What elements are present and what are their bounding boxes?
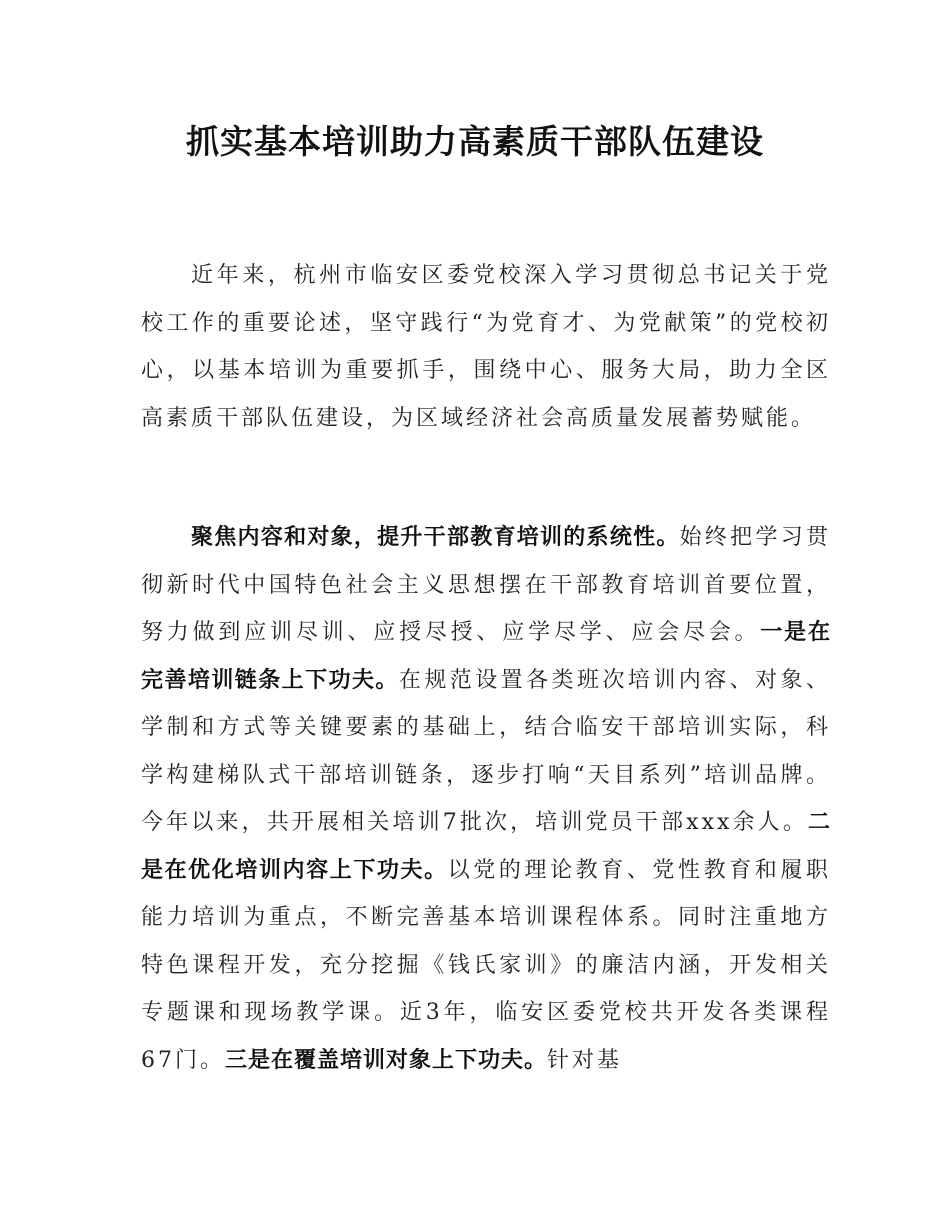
point-text-2: 以党的理论教育、党性教育和履职能力培训为重点，不断完善基本培训课程体系。同时注重地方特色课程开发，充分挖掘《钱氏家训》的廉洁内涵，开发相关专题课和现场教学课。近3年，临安区委党校共开发各类课程67门。 [141, 857, 831, 1073]
point-text-1: 在规范设置各类班次培训内容、对象、学制和方式等关键要素的基础上，结合临安干部培训实际，科学构建梯队式干部培训链条，逐步打响“天目系列”培训品牌。今年以来，共开展相关培训7批次，培训党员干部xxx余人。 [141, 667, 831, 835]
point-heading-2: 二是在优化培训内容上下功夫。 [141, 810, 831, 883]
point-heading-3: 三是在覆盖培训对象上下功夫。 [225, 1047, 548, 1073]
point-heading-1: 一是在完善培训链条上下功夫。 [141, 620, 831, 693]
section-text: 始终把学习贯彻新时代中国特色社会主义思想摆在干部教育培训首要位置，努力做到应训尽训、应授尽授、应学尽学、应会尽会。 [141, 525, 831, 645]
point-text-3: 针对基 [547, 1047, 623, 1073]
paragraph-section-1 [141, 514, 831, 1084]
document-title: 抓实基本培训助力高素质干部队伍建设 [186, 122, 764, 161]
section-heading: 聚焦内容和对象，提升干部教育培训的系统性。 [191, 525, 680, 550]
paragraph-intro: 近年来，杭州市临安区委党校深入学习贯彻总书记关于党校工作的重要论述，坚守践行“为党育才、为党献策”的党校初心，以基本培训为重要抓手，围绕中心、服务大局，助力全区高素质干部队伍建设，为区域经济社会高质量发展蓄势赋能。 [141, 263, 831, 431]
